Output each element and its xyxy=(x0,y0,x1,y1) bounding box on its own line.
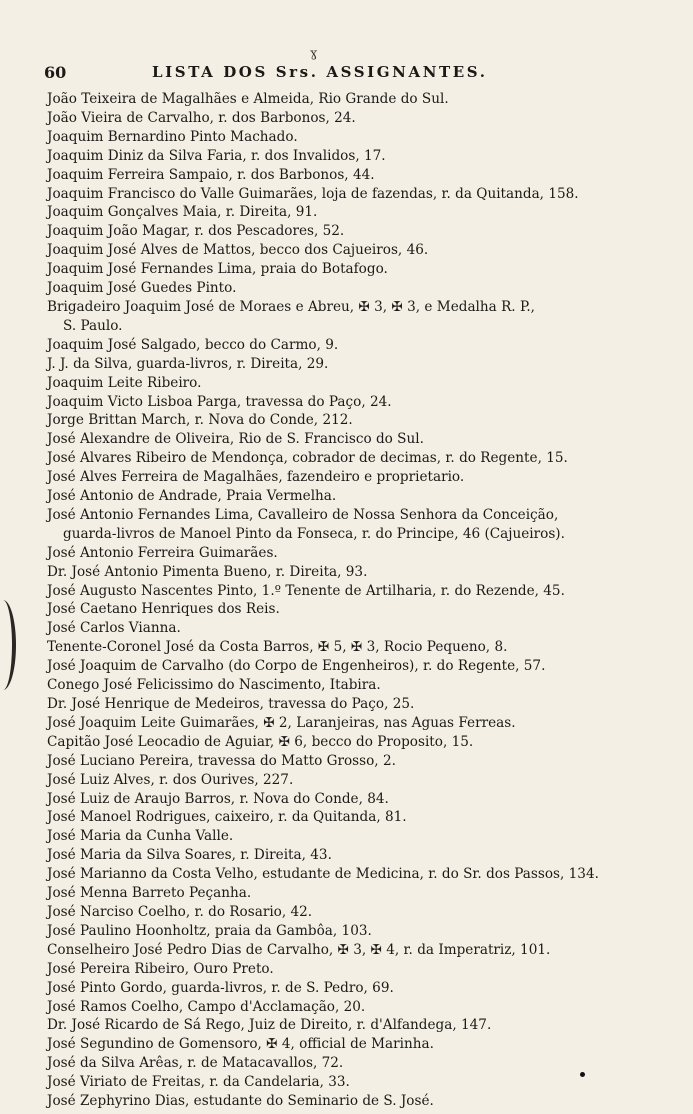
list-item xyxy=(47,355,667,374)
entry-text: José Luiz Alves, r. dos Ourives, 227. xyxy=(47,771,294,788)
entry-text: Joaquim José Guedes Pinto. xyxy=(47,280,237,297)
list-item xyxy=(47,203,667,222)
entry-text: Joaquim José Salgado, becco do Carmo, 9. xyxy=(47,336,339,353)
top-mark: ɣ xyxy=(310,46,318,60)
list-item xyxy=(47,922,667,941)
entry-text: José Luciano Pereira, travessa do Matto Grosso, 2. xyxy=(47,752,396,769)
entry-text: José Menna Barreto Peçanha. xyxy=(47,885,252,902)
subscriber-list xyxy=(47,90,667,1111)
list-item xyxy=(47,563,667,582)
entry-continuation: guarda-livros de Manoel Pinto da Fonseca, r. do Principe, 46 (Cajueiros). xyxy=(63,525,565,542)
list-item xyxy=(47,1092,667,1111)
list-item xyxy=(47,430,667,449)
list-item xyxy=(47,260,667,279)
entry-text: José Viriato de Freitas, r. da Candelaria, 33. xyxy=(47,1074,350,1091)
entry-text: José Alvares Ribeiro de Mendonça, cobrador de decimas, r. do Regente, 15. xyxy=(47,450,568,467)
entry-text: José Alexandre de Oliveira, Rio de S. Francisco do Sul. xyxy=(47,431,424,448)
list-item xyxy=(47,336,667,355)
entry-text: José Segundino de Gomensoro, ✠ 4, official de Marinha. xyxy=(47,1036,434,1053)
list-item xyxy=(47,733,667,752)
entry-text: Joaquim José Alves de Mattos, becco dos Cajueiros, 46. xyxy=(47,242,429,259)
entry-text: Joaquim Victo Lisboa Parga, travessa do Paço, 24. xyxy=(47,393,392,410)
list-item xyxy=(47,884,667,903)
list-item xyxy=(47,506,667,544)
list-item xyxy=(47,1054,667,1073)
list-item xyxy=(47,1073,667,1092)
ink-dot xyxy=(580,1072,585,1077)
list-item xyxy=(47,185,667,204)
entry-text: Joaquim Francisco do Valle Guimarães, loja de fazendas, r. da Quitanda, 158. xyxy=(47,185,579,202)
list-item xyxy=(47,90,667,109)
entry-text: José Luiz de Araujo Barros, r. Nova do Conde, 84. xyxy=(47,790,389,807)
list-item xyxy=(47,582,667,601)
entry-text: Brigadeiro Joaquim José de Moraes e Abreu, ✠ 3, ✠ 3, e Medalha R. P., xyxy=(47,298,535,315)
entry-text: Dr. José Ricardo de Sá Rego, Juiz de Direito, r. d'Alfandega, 147. xyxy=(47,1017,492,1034)
entry-text: José Carlos Vianna. xyxy=(47,620,181,637)
entry-text: José Joaquim de Carvalho (do Corpo de Engenheiros), r. do Regente, 57. xyxy=(47,658,546,675)
entry-text: José Antonio de Andrade, Praia Vermelha. xyxy=(47,488,337,505)
entry-text: João Teixeira de Magalhães e Almeida, Rio Grande do Sul. xyxy=(47,91,449,107)
list-item xyxy=(47,979,667,998)
list-item xyxy=(47,222,667,241)
list-item xyxy=(47,109,667,128)
list-item xyxy=(47,790,667,809)
list-item xyxy=(47,846,667,865)
entry-text: José Pereira Ribeiro, Ouro Preto. xyxy=(47,960,274,977)
entry-text: José Antonio Ferreira Guimarães. xyxy=(47,544,278,561)
list-item xyxy=(47,544,667,563)
entry-text: José Narciso Coelho, r. do Rosario, 42. xyxy=(47,903,313,920)
list-item xyxy=(47,998,667,1017)
entry-text: Dr. José Antonio Pimenta Bueno, r. Direita, 93. xyxy=(47,563,368,580)
list-item xyxy=(47,619,667,638)
list-item xyxy=(47,128,667,147)
entry-text: Joaquim Leite Ribeiro. xyxy=(47,374,202,391)
list-item xyxy=(47,147,667,166)
list-item xyxy=(47,393,667,412)
entry-text: Conego José Felicissimo do Nascimento, Itabira. xyxy=(47,677,381,694)
entry-text: J. J. da Silva, guarda-livros, r. Direita, 29. xyxy=(47,355,329,372)
list-item xyxy=(47,241,667,260)
entry-text: Joaquim Ferreira Sampaio, r. dos Barbonos, 44. xyxy=(47,166,375,183)
entry-text: José Marianno da Costa Velho, estudante de Medicina, r. do Sr. dos Passos, 134. xyxy=(47,866,599,883)
running-title: LISTA DOS Srs. ASSIGNANTES. xyxy=(152,63,488,81)
entry-text: José Augusto Nascentes Pinto, 1.º Tenente de Artilharia, r. do Rezende, 45. xyxy=(47,582,565,599)
list-item xyxy=(47,600,667,619)
list-item xyxy=(47,449,667,468)
entry-text: Joaquim João Magar, r. dos Pescadores, 52. xyxy=(47,223,345,240)
list-item xyxy=(47,865,667,884)
list-item xyxy=(47,695,667,714)
entry-text: Conselheiro José Pedro Dias de Carvalho, ✠ 3, ✠ 4, r. da Imperatriz, 101. xyxy=(47,941,551,958)
list-item xyxy=(47,676,667,695)
list-item xyxy=(47,960,667,979)
list-item xyxy=(47,374,667,393)
list-item xyxy=(47,1035,667,1054)
list-item xyxy=(47,771,667,790)
list-item xyxy=(47,903,667,922)
entry-text: José Ramos Coelho, Campo d'Acclamação, 20. xyxy=(47,998,366,1015)
entry-text: José Caetano Henriques dos Reis. xyxy=(47,601,280,618)
entry-text: José Manoel Rodrigues, caixeiro, r. da Quitanda, 81. xyxy=(47,809,407,826)
list-item xyxy=(47,638,667,657)
list-item xyxy=(47,752,667,771)
entry-text: José Antonio Fernandes Lima, Cavalleiro de Nossa Senhora da Conceição, xyxy=(47,506,559,523)
entry-continuation: S. Paulo. xyxy=(63,317,123,334)
list-item xyxy=(47,468,667,487)
list-item xyxy=(47,714,667,733)
entry-text: José Joaquim Leite Guimarães, ✠ 2, Laranjeiras, nas Aguas Ferreas. xyxy=(47,714,516,731)
list-item xyxy=(47,827,667,846)
list-item xyxy=(47,941,667,960)
list-item xyxy=(47,808,667,827)
entry-text: Capitão José Leocadio de Aguiar, ✠ 6, becco do Proposito, 15. xyxy=(47,733,474,750)
list-item xyxy=(47,411,667,430)
binding-shadow xyxy=(0,600,16,690)
entry-text: José Maria da Cunha Valle. xyxy=(47,828,234,845)
entry-text: Tenente-Coronel José da Costa Barros, ✠ 5, ✠ 3, Rocio Pequeno, 8. xyxy=(47,639,508,656)
list-item xyxy=(47,1016,667,1035)
entry-text: José Zephyrino Dias, estudante do Seminario de S. José. xyxy=(47,1093,434,1110)
list-item xyxy=(47,279,667,298)
entry-text: José Alves Ferreira de Magalhães, fazendeiro e proprietario. xyxy=(47,469,465,486)
entry-text: José Maria da Silva Soares, r. Direita, 43. xyxy=(47,847,332,864)
entry-text: Joaquim Gonçalves Maia, r. Direita, 91. xyxy=(47,204,318,221)
entry-text: Joaquim Bernardino Pinto Machado. xyxy=(47,128,298,145)
entry-text: Dr. José Henrique de Medeiros, travessa do Paço, 25. xyxy=(47,696,415,712)
entry-text: Jorge Brittan March, r. Nova do Conde, 212. xyxy=(47,412,353,429)
entry-text: José Paulino Hoonholtz, praia da Gambôa, 103. xyxy=(47,922,372,939)
page-number: 60 xyxy=(44,63,67,82)
list-item xyxy=(47,298,667,336)
list-item xyxy=(47,166,667,185)
entry-text: José da Silva Arêas, r. de Matacavallos, 72. xyxy=(47,1055,344,1072)
entry-text: Joaquim José Fernandes Lima, praia do Botafogo. xyxy=(47,261,388,278)
list-item xyxy=(47,487,667,506)
list-item xyxy=(47,657,667,676)
entry-text: Joaquim Diniz da Silva Faria, r. dos Invalidos, 17. xyxy=(47,147,386,164)
entry-text: José Pinto Gordo, guarda-livros, r. de S. Pedro, 69. xyxy=(47,979,394,996)
page-header xyxy=(44,63,654,83)
entry-text: João Vieira de Carvalho, r. dos Barbonos, 24. xyxy=(47,109,356,126)
